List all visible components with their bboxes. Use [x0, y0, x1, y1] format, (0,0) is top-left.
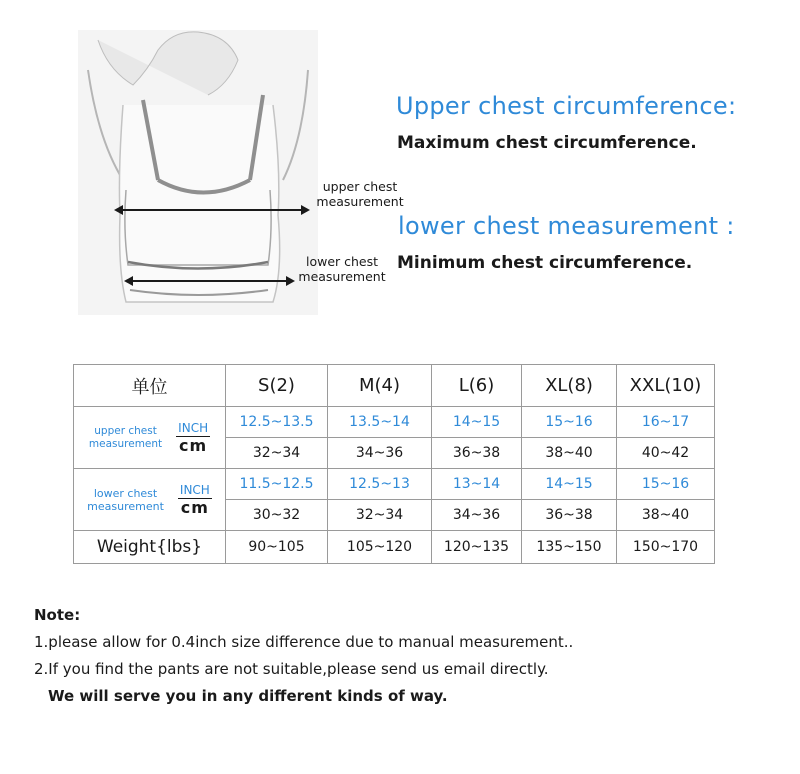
table-cell: 13~14 [432, 469, 522, 500]
size-header-s: S(2) [226, 365, 328, 407]
lower-chest-row-label [74, 469, 226, 531]
weight-label: Weight{lbs} [74, 531, 226, 564]
notes-title: Note: [34, 606, 81, 624]
sports-bra-sketch [78, 30, 318, 315]
unit-inch: INCH [179, 482, 210, 497]
table-cell: 36~38 [432, 438, 522, 469]
table-cell: 36~38 [522, 500, 617, 531]
size-header-m: M(4) [328, 365, 432, 407]
table-cell: 135~150 [522, 531, 617, 564]
lower-chest-label-text: lower chest measurement [87, 486, 164, 513]
table-cell: 32~34 [226, 438, 328, 469]
lower-chest-title: lower chest measurement : [398, 212, 735, 240]
upper-chest-diagram-label: upper chest measurement [316, 179, 404, 209]
table-header-row [74, 365, 715, 407]
table-cell: 14~15 [432, 407, 522, 438]
lower-inch-row [74, 469, 715, 500]
table-cell: 16~17 [617, 407, 715, 438]
size-header-l: L(6) [432, 365, 522, 407]
table-cell: 38~40 [617, 500, 715, 531]
table-cell: 34~36 [328, 438, 432, 469]
table-cell: 90~105 [226, 531, 328, 564]
upper-chest-label-text: upper chest measurement [88, 424, 163, 450]
table-cell: 11.5~12.5 [226, 469, 328, 500]
table-cell: 30~32 [226, 500, 328, 531]
lower-chest-diagram-label: lower chest measurement [298, 254, 386, 284]
table-cell: 34~36 [432, 500, 522, 531]
upper-inch-row [74, 407, 715, 438]
upper-chest-description: Maximum chest circumference. [397, 133, 697, 153]
table-cell: 15~16 [617, 469, 715, 500]
size-header-xl: XL(8) [522, 365, 617, 407]
table-cell: 12.5~13.5 [226, 407, 328, 438]
table-cell: 38~40 [522, 438, 617, 469]
notes-section [34, 606, 573, 705]
weight-row [74, 531, 715, 564]
note-line-2: 2.If you find the pants are not suitable,please send us email directly. [34, 660, 549, 678]
table-cell: 15~16 [522, 407, 617, 438]
table-cell: 14~15 [522, 469, 617, 500]
note-line-1: 1.please allow for 0.4inch size difference due to manual measurement.. [34, 633, 574, 651]
table-cell: 13.5~14 [328, 407, 432, 438]
lower-chest-description: Minimum chest circumference. [397, 253, 693, 273]
table-cell: 105~120 [328, 531, 432, 564]
note-line-3: We will serve you in any different kinds of way. [48, 687, 448, 705]
table-cell: 150~170 [617, 531, 715, 564]
size-chart-table [73, 364, 715, 564]
unit-fraction [178, 483, 212, 517]
table-cell: 40~42 [617, 438, 715, 469]
unit-header-cell: 单位 [74, 365, 226, 407]
table-cell: 12.5~13 [328, 469, 432, 500]
unit-inch: INCH [178, 420, 209, 435]
size-header-xxl: XXL(10) [617, 365, 715, 407]
unit-cm: cm [180, 497, 209, 517]
upper-chest-title: Upper chest circumference: [396, 92, 737, 120]
unit-fraction [176, 421, 210, 455]
table-cell: 32~34 [328, 500, 432, 531]
upper-chest-row-label [74, 407, 226, 469]
table-cell: 120~135 [432, 531, 522, 564]
unit-cm: cm [179, 435, 208, 455]
